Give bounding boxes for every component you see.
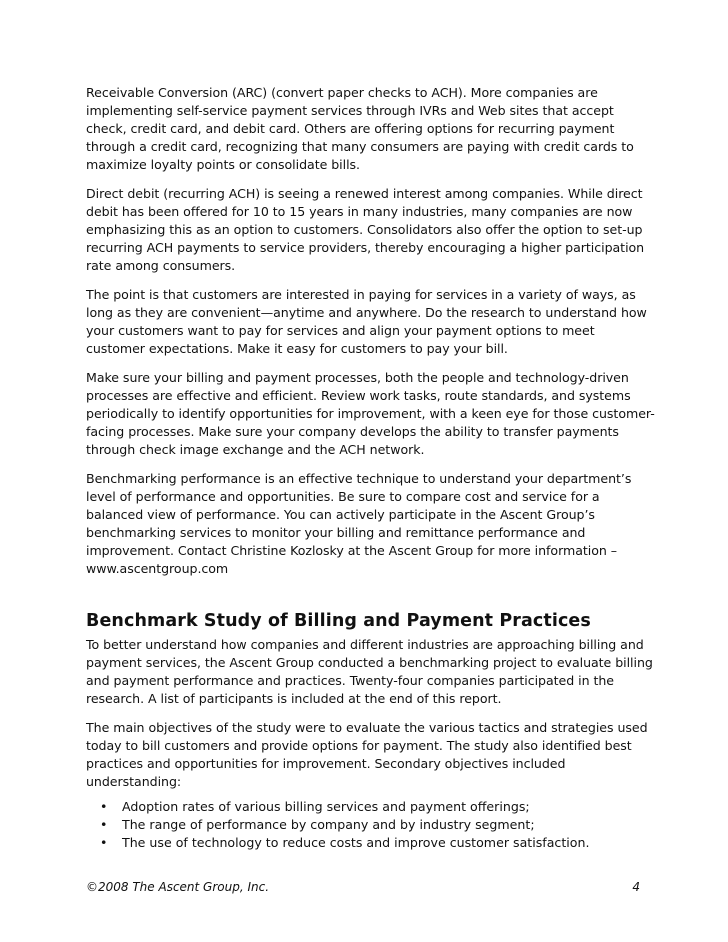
- body-paragraph-payment-ways: The point is that customers are interested in paying for services in a variety of ways, as long as they are convenient—anytime and anywhere. Do the research to understand how your customers want to pay for services and align your payment options to meet customer expectations. Make it easy for customers to pay your bill.: [86, 287, 647, 356]
- objectives-list: [86, 798, 656, 852]
- page-number: 4: [632, 880, 640, 894]
- bullet-icon: •: [100, 835, 108, 850]
- list-item: [100, 816, 656, 834]
- body-paragraph-processes: Make sure your billing and payment processes, both the people and technology-driven processes are effective and efficient. Review work tasks, route standards, and systems periodically to identify opportunities for improvement, with a keen eye for those customer-facing processes. Make sure your company develops the ability to transfer payments through check image exchange and the ACH network.: [86, 370, 655, 457]
- copyright-text: ©2008 The Ascent Group, Inc.: [86, 880, 270, 894]
- list-item-text: The use of technology to reduce costs and improve customer satisfaction.: [122, 835, 590, 850]
- body-paragraph-arc: Receivable Conversion (ARC) (convert paper checks to ACH). More companies are implementing self-service payment services through IVRs and Web sites that accept check, credit card, and debit card. Others are offering options for recurring payment through a credit card, recognizing that many consumers are paying with credit cards to maximize loyalty points or consolidate bills.: [86, 85, 634, 172]
- body-paragraph-direct-debit: Direct debit (recurring ACH) is seeing a renewed interest among companies. While direct debit has been offered for 10 to 15 years in many industries, many companies are now emphasizing this as an option to customers. Consolidators also offer the option to set-up recurring ACH payments to service providers, thereby encouraging a higher participation rate among consumers.: [86, 186, 645, 273]
- list-item: [100, 834, 656, 852]
- list-item-text: Adoption rates of various billing services and payment offerings;: [122, 799, 530, 814]
- document-page: [86, 84, 656, 852]
- body-paragraph-benchmarking: Benchmarking performance is an effective technique to understand your department’s level of performance and opportunities. Be sure to compare cost and service for a balanced view of performance. You can actively participate in the Ascent Group’s benchmarking services to monitor your billing and remittance performance and improvement. Contact Christine Kozlosky at the Ascent Group for more information – www.ascentgroup.com: [86, 471, 632, 576]
- list-item-text: The range of performance by company and by industry segment;: [122, 817, 535, 832]
- section-paragraph-intro: To better understand how companies and different industries are approaching billing and payment services, the Ascent Group conducted a benchmarking project to evaluate billing and payment performance and practices. Twenty-four companies participated in the research. A list of participants is included at the end of this report.: [86, 637, 653, 706]
- bullet-icon: •: [100, 799, 108, 814]
- section-paragraph-objectives: The main objectives of the study were to evaluate the various tactics and strategies used today to bill customers and provide options for payment. The study also identified best practices and opportunities for improvement. Secondary objectives included understanding:: [86, 720, 648, 789]
- bullet-icon: •: [100, 817, 108, 832]
- list-item: [100, 798, 656, 816]
- section-heading: Benchmark Study of Billing and Payment Practices: [86, 611, 591, 631]
